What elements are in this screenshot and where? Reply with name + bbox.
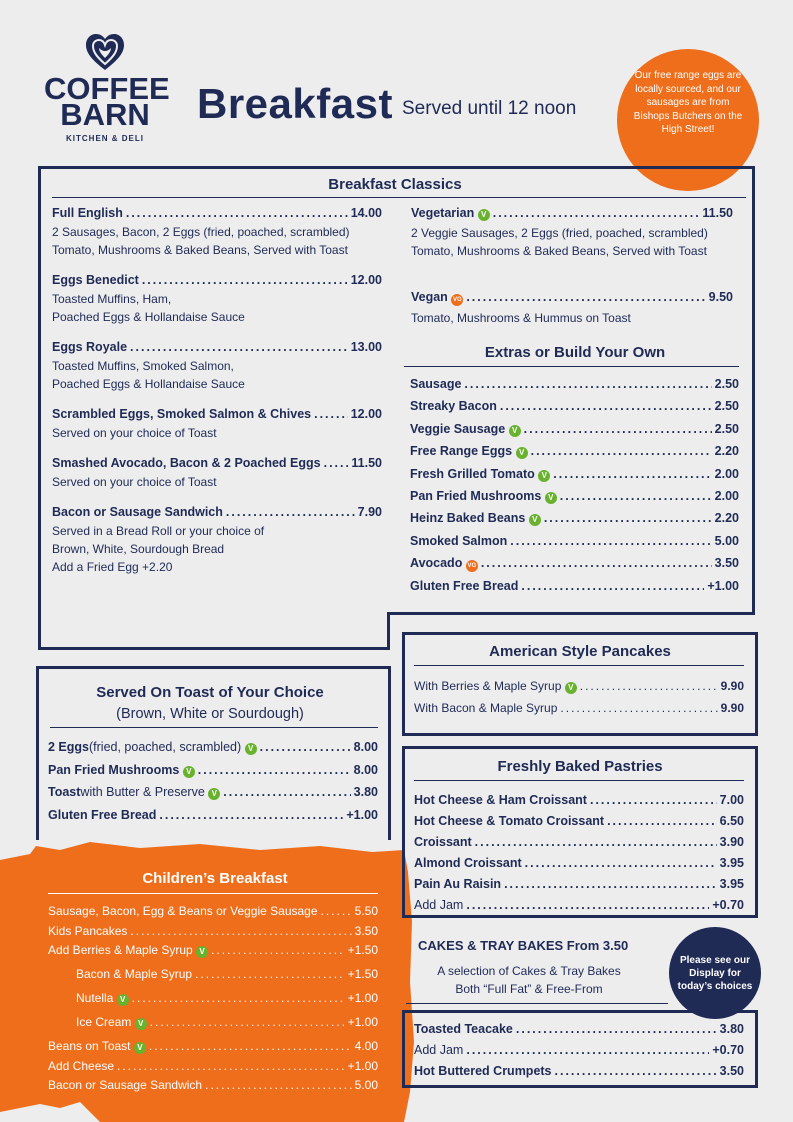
vegetarian-icon: V xyxy=(529,514,541,526)
list-item: Veggie Sausage V ..... 2.50 xyxy=(410,422,739,444)
item-desc: 2 Sausages, Bacon, 2 Eggs (fried, poached, scrambled) xyxy=(52,225,350,239)
menu-item xyxy=(52,340,382,393)
list-item: Heinz Baked Beans V ..... 2.20 xyxy=(410,511,739,533)
extras-list xyxy=(410,377,739,601)
menu-item xyxy=(52,505,382,576)
list-item: Free Range Eggs V ..... 2.20 xyxy=(410,444,739,466)
vegetarian-icon: V xyxy=(196,946,208,958)
list-item: With Bacon & Maple Syrup ..... 9.90 xyxy=(414,701,744,723)
list-item: Hot Buttered Crumpets ..... 3.50 xyxy=(414,1064,744,1085)
pancakes-list xyxy=(414,679,744,723)
vegetarian-icon: V xyxy=(565,682,577,694)
item-name: Full English xyxy=(52,206,123,220)
list-item: Bacon & Maple Syrup ..... +1.50 xyxy=(48,967,378,991)
item-name: Smashed Avocado, Bacon & 2 Poached Eggs xyxy=(52,456,321,470)
item-price: 13.00 xyxy=(350,340,382,354)
list-item: Pan Fried Mushrooms V ..... 2.00 xyxy=(410,489,739,511)
page-subtitle: Served until 12 noon xyxy=(402,98,577,119)
list-item: Beans on Toast V ..... 4.00 xyxy=(48,1039,378,1059)
list-item: Smoked Salmon ..... 5.00 xyxy=(410,534,739,556)
item-desc: Brown, White, Sourdough Bread xyxy=(52,542,225,556)
toast-subtitle: (Brown, White or Sourdough) xyxy=(116,706,304,722)
vegetarian-icon: V xyxy=(245,743,257,755)
vegetarian-icon: V xyxy=(117,994,129,1006)
list-item: Kids Pancakes ..... 3.50 xyxy=(48,924,378,944)
menu-item xyxy=(52,273,382,326)
item-price: 12.00 xyxy=(350,273,382,287)
heart-logo-icon xyxy=(84,32,126,72)
item-name: Eggs Benedict xyxy=(52,273,139,287)
item-price: 12.00 xyxy=(350,407,382,421)
list-item: Add Jam ..... +0.70 xyxy=(414,898,744,919)
toast-title: Served On Toast of Your Choice xyxy=(96,684,324,701)
list-item: Toast with Butter & Preserve V ..... 3.80 xyxy=(48,785,378,808)
extras-title: Extras or Build Your Own xyxy=(484,344,666,361)
children-title: Children’s Breakfast xyxy=(142,870,288,887)
item-desc: Tomato, Mushrooms & Hummus on Toast xyxy=(411,311,631,325)
cakes-title: CAKES & TRAY BAKES From 3.50 xyxy=(418,938,629,953)
info-badge xyxy=(617,49,759,191)
list-item: Gluten Free Bread ..... +1.00 xyxy=(48,808,378,831)
item-price: 9.50 xyxy=(708,290,733,304)
classics-title: Breakfast Classics xyxy=(328,176,462,193)
menu-item xyxy=(52,206,382,259)
list-item: Hot Cheese & Tomato Croissant ..... 6.50 xyxy=(414,814,744,835)
list-item: Ice Cream V ..... +1.00 xyxy=(48,1015,378,1039)
item-price: 7.90 xyxy=(357,505,382,519)
classics-left-column xyxy=(52,206,382,576)
toast-list xyxy=(48,740,378,830)
vegetarian-icon: V xyxy=(208,788,220,800)
cakes-line1: A selection of Cakes & Tray Bakes xyxy=(437,964,621,978)
list-item: Streaky Bacon ..... 2.50 xyxy=(410,399,739,421)
list-item: Pain Au Raisin ..... 3.95 xyxy=(414,877,744,898)
display-note-badge xyxy=(669,927,761,1019)
pastries-title: Freshly Baked Pastries xyxy=(497,758,663,775)
cakes-desc xyxy=(406,962,652,998)
list-item: Gluten Free Bread ..... +1.00 xyxy=(410,579,739,601)
list-item: Sausage, Bacon, Egg & Beans or Veggie Sausage ..... 5.50 xyxy=(48,904,378,924)
vegan-icon: VG xyxy=(466,560,478,572)
cakes-line2: Both “Full Fat” & Free-From xyxy=(455,982,603,996)
item-desc: Poached Eggs & Hollandaise Sauce xyxy=(52,310,245,324)
children-list xyxy=(48,904,378,1098)
display-note-text: Please see our Display for today’s choices xyxy=(677,954,753,992)
list-item: Avocado VG ..... 3.50 xyxy=(410,556,739,578)
pastries-list xyxy=(414,793,744,919)
item-desc: Served in a Bread Roll or your choice of xyxy=(52,524,265,538)
item-desc: Tomato, Mushrooms & Baked Beans, Served with Toast xyxy=(411,244,707,258)
item-desc: Toasted Muffins, Smoked Salmon, xyxy=(52,359,234,373)
list-item: Add Berries & Maple Syrup V ..... +1.50 xyxy=(48,943,378,967)
item-desc: Served on your choice of Toast xyxy=(52,426,217,440)
list-item: Nutella V ..... +1.00 xyxy=(48,991,378,1015)
list-item: 2 Eggs (fried, poached, scrambled) V ..... 8.00 xyxy=(48,740,378,763)
list-item: Fresh Grilled Tomato V ..... 2.00 xyxy=(410,467,739,489)
item-desc: Add a Fried Egg +2.20 xyxy=(52,560,173,574)
item-name: Bacon or Sausage Sandwich xyxy=(52,505,223,519)
list-item: Toasted Teacake ..... 3.80 xyxy=(414,1022,744,1043)
logo-brand-line1: COFFEE xyxy=(44,71,170,106)
menu-item xyxy=(411,206,733,260)
list-item: Add Cheese ..... +1.00 xyxy=(48,1059,378,1079)
classics-right-column xyxy=(411,206,733,327)
vegetarian-icon: V xyxy=(135,1018,147,1030)
item-name: Vegetarian xyxy=(411,206,475,220)
item-desc: Served on your choice of Toast xyxy=(52,475,217,489)
list-item: Hot Cheese & Ham Croissant ..... 7.00 xyxy=(414,793,744,814)
menu-item xyxy=(52,456,382,491)
list-item: With Berries & Maple Syrup V ..... 9.90 xyxy=(414,679,744,701)
item-name: Eggs Royale xyxy=(52,340,128,354)
vegetarian-icon: V xyxy=(538,470,550,482)
pancakes-title: American Style Pancakes xyxy=(489,643,671,660)
item-desc: Poached Eggs & Hollandaise Sauce xyxy=(52,377,245,391)
item-desc: Tomato, Mushrooms & Baked Beans, Served with Toast xyxy=(52,243,348,257)
teacake-list xyxy=(414,1022,744,1085)
vegetarian-icon: V xyxy=(545,492,557,504)
item-name: Scrambled Eggs, Smoked Salmon & Chives xyxy=(52,407,312,421)
item-name: Vegan xyxy=(411,290,448,304)
logo xyxy=(44,32,170,143)
vegetarian-icon: V xyxy=(509,425,521,437)
vegan-icon: VG xyxy=(451,294,463,306)
info-badge-text: Our free range eggs are locally sourced, and our sausages are from Bishops Butchers on the High Street! xyxy=(633,70,743,135)
list-item: Almond Croissant ..... 3.95 xyxy=(414,856,744,877)
page-title: Breakfast xyxy=(197,80,393,127)
logo-brand-line2: BARN xyxy=(60,97,150,132)
item-price: 11.50 xyxy=(702,206,733,220)
logo-subtitle: KITCHEN & DELI xyxy=(66,134,144,143)
item-price: 14.00 xyxy=(350,206,382,220)
vegetarian-icon: V xyxy=(183,766,195,778)
vegetarian-icon: V xyxy=(478,209,490,221)
list-item: Add Jam ..... +0.70 xyxy=(414,1043,744,1064)
list-item: Croissant ..... 3.90 xyxy=(414,835,744,856)
vegetarian-icon: V xyxy=(516,447,528,459)
vegetarian-icon: V xyxy=(134,1042,146,1054)
list-item: Sausage ..... 2.50 xyxy=(410,377,739,399)
item-desc: Toasted Muffins, Ham, xyxy=(52,292,172,306)
item-price: 11.50 xyxy=(351,456,382,470)
list-item: Bacon or Sausage Sandwich ..... 5.00 xyxy=(48,1078,378,1098)
menu-item xyxy=(411,290,733,327)
list-item: Pan Fried Mushrooms V ..... 8.00 xyxy=(48,763,378,786)
menu-item xyxy=(52,407,382,442)
item-desc: 2 Veggie Sausages, 2 Eggs (fried, poached, scrambled) xyxy=(411,226,708,240)
